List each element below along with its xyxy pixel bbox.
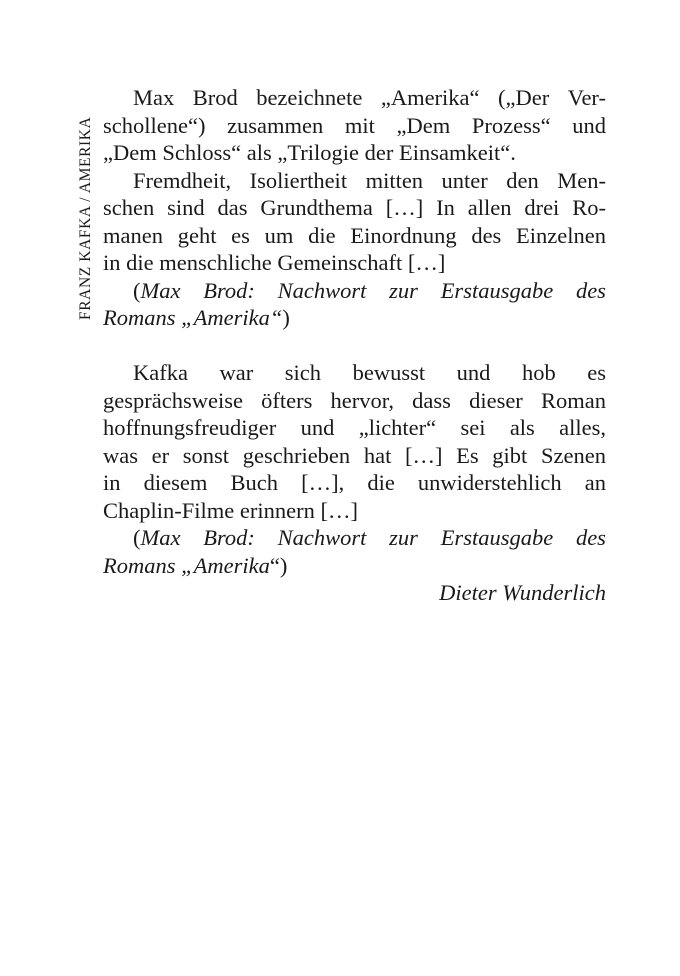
running-head-vertical: FRANZ KAFKA / AMERIKA <box>77 116 94 320</box>
word: unter <box>441 167 488 193</box>
word: die <box>308 222 336 248</box>
text-line-justified <box>103 112 606 140</box>
citation-italic: Romans „Amerika“ <box>103 305 283 330</box>
word: hat <box>363 442 392 468</box>
word: an <box>584 470 606 495</box>
word: als <box>509 415 535 440</box>
word: hob <box>521 360 556 385</box>
word: sind <box>167 195 205 220</box>
word: mitten <box>365 167 424 193</box>
word: zusammen <box>227 112 324 138</box>
paragraph-gap <box>103 332 606 360</box>
word: gibt <box>492 442 528 468</box>
word: was <box>103 442 138 468</box>
word: manen <box>103 222 163 248</box>
text-line-justified <box>103 84 606 112</box>
citation-line <box>103 524 606 552</box>
word: und <box>300 415 335 440</box>
word: Nachwort <box>277 277 367 303</box>
text-line-justified <box>103 414 606 442</box>
word: sonst <box>182 442 230 468</box>
word: sei <box>460 415 486 440</box>
word: Brod <box>192 85 238 110</box>
word: Max <box>140 525 181 550</box>
word: die <box>367 470 395 495</box>
word: hervor, <box>330 387 394 413</box>
word: Brod: <box>203 525 255 550</box>
word: es <box>587 360 606 385</box>
word: Fremdheit, <box>133 167 232 193</box>
citation-italic <box>141 524 607 552</box>
word: Buch <box>230 470 278 495</box>
word: war <box>219 360 254 385</box>
word: öfters <box>261 387 313 413</box>
word: („Der <box>498 85 550 110</box>
word: dieser <box>469 387 523 413</box>
word: Ro- <box>572 195 606 220</box>
word: „Amerika“ <box>380 85 480 110</box>
citation-italic: Romans „Amerika <box>103 552 270 578</box>
word: Max <box>140 277 181 303</box>
word: des <box>471 222 502 248</box>
word: Erstausgabe <box>440 277 554 303</box>
word: „lichter“ <box>358 415 437 440</box>
word: um <box>264 222 294 248</box>
word: schen <box>103 195 155 220</box>
citation-line <box>103 304 606 332</box>
word: des <box>575 277 606 303</box>
word: Roman <box>540 387 606 413</box>
word: des <box>575 525 606 550</box>
word: […], <box>301 470 345 495</box>
word: geschrieben <box>242 442 351 468</box>
text-line: in die menschliche Gemeinschaft […] <box>103 250 446 275</box>
word: bezeichnete <box>256 85 363 110</box>
word: gesprächsweise <box>103 387 243 413</box>
word: […] <box>385 195 424 220</box>
word: alles, <box>559 415 606 440</box>
word: schollene“) <box>103 112 206 138</box>
word: […] <box>404 442 443 468</box>
citation-line <box>103 552 606 580</box>
word: Max <box>133 85 175 110</box>
word: Prozess“ <box>471 112 551 138</box>
word: Grundthema <box>260 195 373 220</box>
word: er <box>151 442 170 468</box>
word: diesem <box>143 470 208 495</box>
word: Einordnung <box>350 222 457 248</box>
citation-line <box>103 277 606 305</box>
citation-open-paren: ( <box>133 277 141 303</box>
word: Brod: <box>203 277 255 303</box>
word: Nachwort <box>277 525 367 550</box>
signature <box>103 579 606 607</box>
word: zur <box>389 525 418 550</box>
word: Men- <box>557 167 606 193</box>
word: Szenen <box>540 442 606 468</box>
body-text <box>103 84 606 607</box>
word: hoffnungsfreudiger <box>103 415 277 440</box>
word: geht <box>177 222 217 248</box>
citation-close-paren: ) <box>282 305 290 330</box>
word: es <box>231 222 250 248</box>
word: mit <box>344 112 375 138</box>
word: dass <box>412 387 451 413</box>
word: Es <box>456 442 479 468</box>
citation-close-paren: “) <box>269 552 288 578</box>
text-line-justified <box>103 387 606 415</box>
word: den <box>506 167 539 193</box>
signature-text: Dieter Wunderlich <box>439 580 606 605</box>
word: in <box>103 470 121 495</box>
word: unwiderstehlich <box>417 470 562 495</box>
word: drei <box>524 195 560 220</box>
text-line-justified <box>103 442 606 470</box>
word: In <box>436 195 455 220</box>
word: Einzelnen <box>516 222 606 248</box>
word: das <box>217 195 248 220</box>
word: allen <box>467 195 512 220</box>
word: sich <box>284 360 322 385</box>
word: zur <box>389 277 418 303</box>
citation-open-paren: ( <box>133 525 141 550</box>
word: Isoliertheit <box>249 167 348 193</box>
text-line-justified <box>103 222 606 250</box>
text-line-justified <box>103 167 606 195</box>
text-line-justified <box>103 469 606 497</box>
word: Kafka <box>133 360 188 385</box>
text-line: Chaplin-Filme erinnern […] <box>103 497 358 523</box>
word: „Dem <box>396 112 451 138</box>
text-line: „Dem Schloss“ als „Trilogie der Einsamkeit“. <box>103 140 516 165</box>
citation-italic <box>141 277 607 305</box>
word: bewusst <box>352 360 426 385</box>
text-line-justified <box>103 194 606 222</box>
word: Erstausgabe <box>440 525 554 550</box>
word: und <box>456 360 491 385</box>
word: Ver- <box>567 85 606 110</box>
text-line-justified <box>103 359 606 387</box>
word: und <box>572 112 606 138</box>
